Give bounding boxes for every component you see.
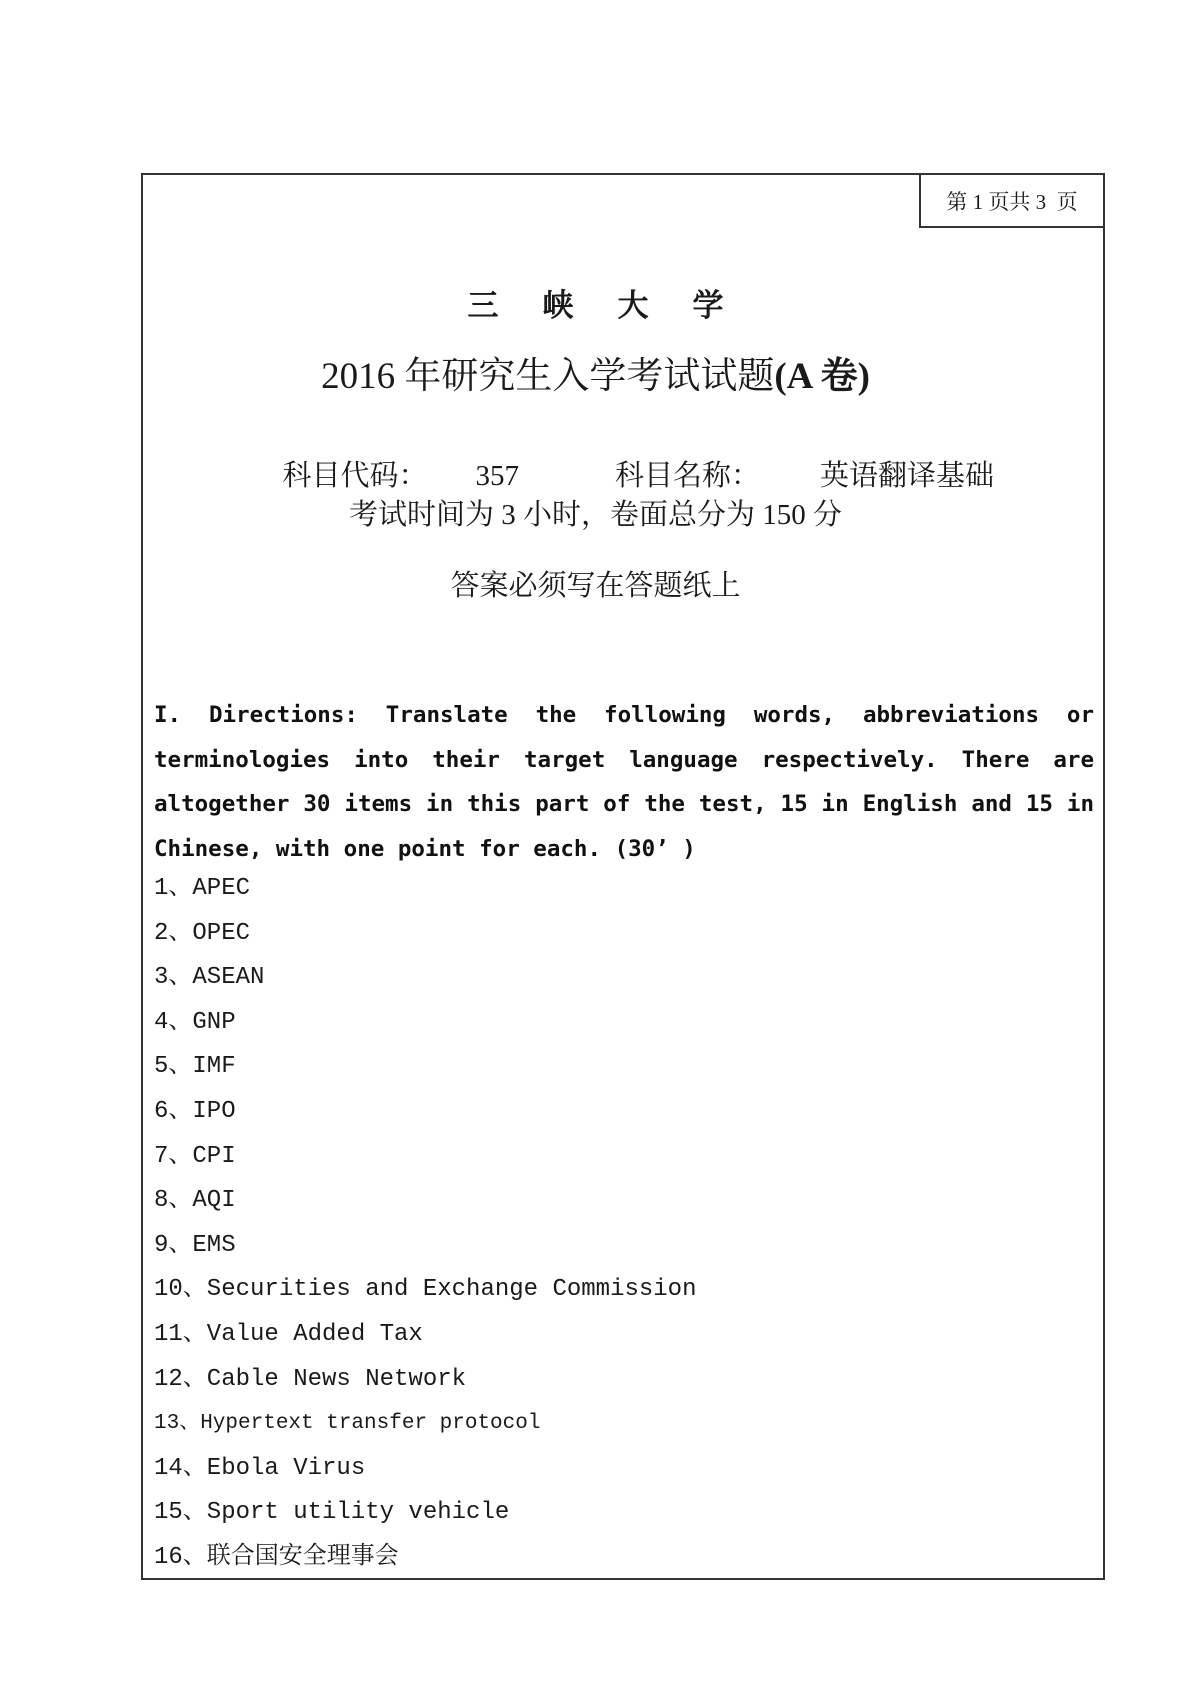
question-item: 3、ASEAN <box>154 964 265 992</box>
question-item: 10、Securities and Exchange Commission <box>154 1276 697 1304</box>
question-item: 11、Value Added Tax <box>154 1320 423 1348</box>
page-indicator: 第 1 页共 3 页 <box>919 173 1105 228</box>
question-item: 1、APEC <box>154 875 251 902</box>
section-directions: I. Directions: Translate the following words, abbreviations or terminologies into their target language respectively. There are altogether 30 items in this part of the test, 15 in English and 15 in Chinese, with one point for each. (30’ ) <box>154 702 1094 862</box>
question-item: 9、EMS <box>154 1231 236 1259</box>
answer-note: 答案必须写在答题纸上 <box>450 570 741 602</box>
subject-line <box>268 420 994 494</box>
exam-paper-version: (A 卷) <box>774 356 870 397</box>
question-item: 4、GNP <box>154 1008 236 1036</box>
subject-name: 英语翻译基础 <box>820 460 995 492</box>
question-item: 12、Cable News Network <box>154 1365 467 1393</box>
question-item: 5、IMF <box>154 1053 236 1081</box>
question-item: 7、CPI <box>154 1142 236 1170</box>
question-item: 16、联合国安全理事会 <box>154 1543 399 1571</box>
exam-info: 考试时间为 3 小时，卷面总分为 150 分 <box>348 499 842 531</box>
exam-title-main: 2016 年研究生入学考试试题 <box>321 356 775 397</box>
question-item: 15、Sport utility vehicle <box>154 1499 510 1527</box>
subject-code-label: 科目代码： <box>282 460 428 492</box>
question-item: 13、Hypertext transfer protocol <box>154 1412 541 1436</box>
exam-title <box>0 345 1191 399</box>
question-item: 8、AQI <box>154 1187 236 1215</box>
question-item: 2、OPEC <box>154 919 251 947</box>
university-name: 三峡大学 <box>467 288 768 324</box>
question-list <box>154 867 696 1581</box>
subject-name-label: 科目名称： <box>615 460 761 492</box>
subject-code: 357 <box>475 460 520 492</box>
question-item: 14、Ebola Virus <box>154 1454 366 1482</box>
question-item: 6、IPO <box>154 1097 236 1125</box>
